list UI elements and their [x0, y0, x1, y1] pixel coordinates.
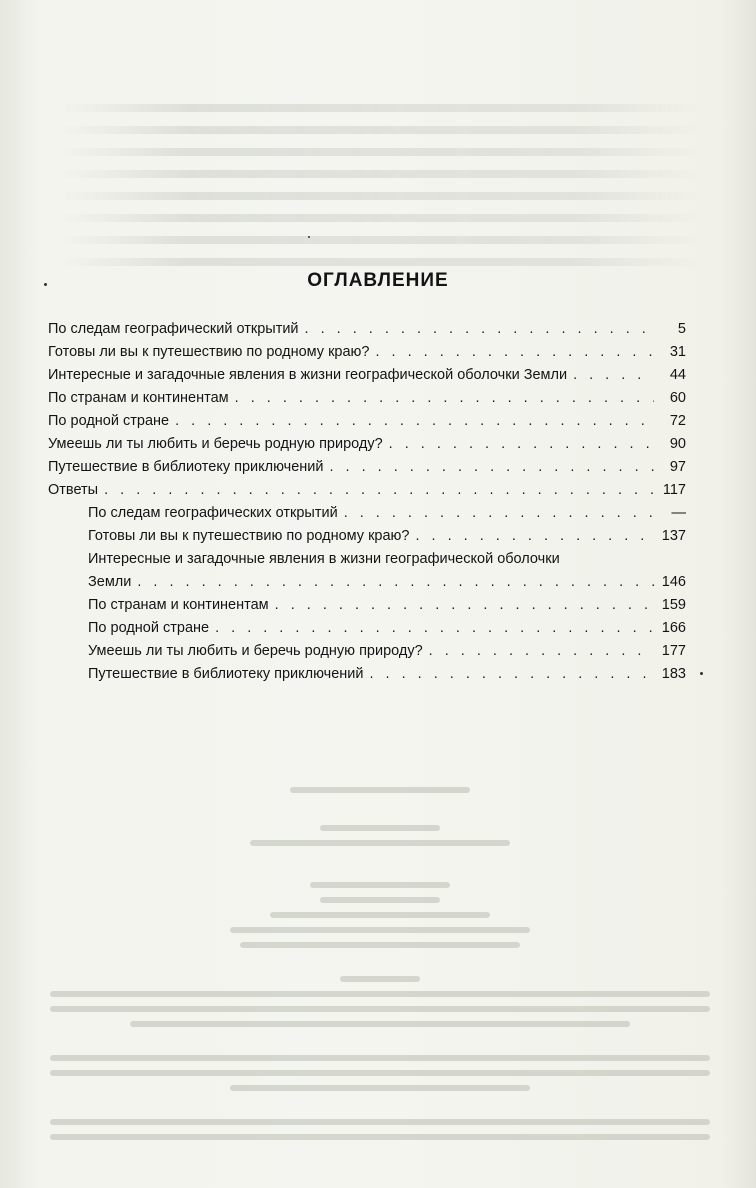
- dot-leader: [275, 594, 654, 617]
- toc-entry-title: Путешествие в библиотеку приключений: [88, 666, 364, 682]
- toc-subentry: [48, 640, 686, 663]
- toc-page-number: 177: [661, 643, 686, 659]
- toc-subentry: [48, 617, 686, 640]
- toc-entry: [48, 387, 686, 410]
- print-speck: [700, 672, 703, 675]
- toc-entry-title: Интересные и загадочные явления в жизни географической оболочки Земли: [48, 367, 568, 383]
- dot-leader: [305, 318, 654, 341]
- toc-page-number: 159: [661, 597, 686, 613]
- dot-leader: [370, 663, 655, 686]
- print-speck: [44, 283, 47, 286]
- toc-entry-title: Ответы: [48, 482, 99, 498]
- toc-entry-title: По странам и континентам: [88, 597, 269, 613]
- dot-leader: [330, 456, 655, 479]
- toc-entry: [48, 410, 686, 433]
- toc-page-number: 72: [669, 413, 686, 429]
- show-through-imprint: [40, 778, 720, 1149]
- dot-leader: [104, 479, 654, 502]
- toc-page-number: 166: [661, 620, 686, 636]
- toc-entry-title: Готовы ли вы к путешествию по родному краю?: [88, 528, 410, 544]
- toc-entry: [48, 479, 686, 502]
- toc-entry: [48, 433, 686, 456]
- toc-entry-title: Земли: [88, 574, 132, 590]
- toc-page-number: 90: [669, 436, 686, 452]
- show-through-text: [40, 90, 720, 280]
- table-of-contents: [48, 318, 686, 686]
- toc-entry-title: По родной стране: [48, 413, 170, 429]
- toc-page-number: 137: [661, 528, 686, 544]
- toc-entry: [48, 456, 686, 479]
- toc-page-number: 117: [662, 482, 686, 498]
- toc-page-number: 97: [669, 459, 686, 475]
- dot-leader: [376, 341, 655, 364]
- toc-entry: [48, 318, 686, 341]
- toc-page-number: 183: [661, 666, 686, 682]
- toc-page-number: 60: [669, 390, 686, 406]
- toc-entry: [48, 364, 686, 387]
- toc-entry-title: Готовы ли вы к путешествию по родному краю?: [48, 344, 370, 360]
- dot-leader: [215, 617, 654, 640]
- toc-entry-title: Умеешь ли ты любить и беречь родную природу?: [48, 436, 383, 452]
- toc-page-number: —: [671, 505, 686, 521]
- toc-entry: [48, 341, 686, 364]
- toc-page-number: 5: [677, 321, 686, 337]
- toc-entry-title: По странам и континентам: [48, 390, 229, 406]
- dot-leader: [389, 433, 654, 456]
- dot-leader: [573, 364, 654, 387]
- toc-subentry: [48, 502, 686, 525]
- toc-entry-title: Интересные и загадочные явления в жизни географической оболочки: [88, 551, 560, 567]
- dot-leader: [137, 571, 654, 594]
- dot-leader: [175, 410, 654, 433]
- toc-title: ОГЛАВЛЕНИЕ: [307, 270, 449, 291]
- toc-page-number: 44: [669, 367, 686, 383]
- dot-leader: [416, 525, 655, 548]
- toc-subentry: [48, 525, 686, 548]
- toc-entry-title: По следам географический открытий: [48, 321, 299, 337]
- print-speck: [308, 236, 310, 238]
- toc-subentry: [48, 548, 686, 571]
- toc-subentry: [48, 663, 686, 686]
- toc-page-number: 31: [669, 344, 686, 360]
- toc-page-number: 146: [661, 574, 686, 590]
- toc-entry-title: По следам географических открытий: [88, 505, 338, 521]
- dot-leader: [235, 387, 654, 410]
- toc-entry-title: По родной стране: [88, 620, 210, 636]
- dot-leader: [429, 640, 654, 663]
- toc-subentry: [48, 594, 686, 617]
- toc-subentry: [48, 571, 686, 594]
- toc-entry-title: Путешествие в библиотеку приключений: [48, 459, 324, 475]
- toc-entry-title: Умеешь ли ты любить и беречь родную природу?: [88, 643, 423, 659]
- dot-leader: [344, 502, 654, 525]
